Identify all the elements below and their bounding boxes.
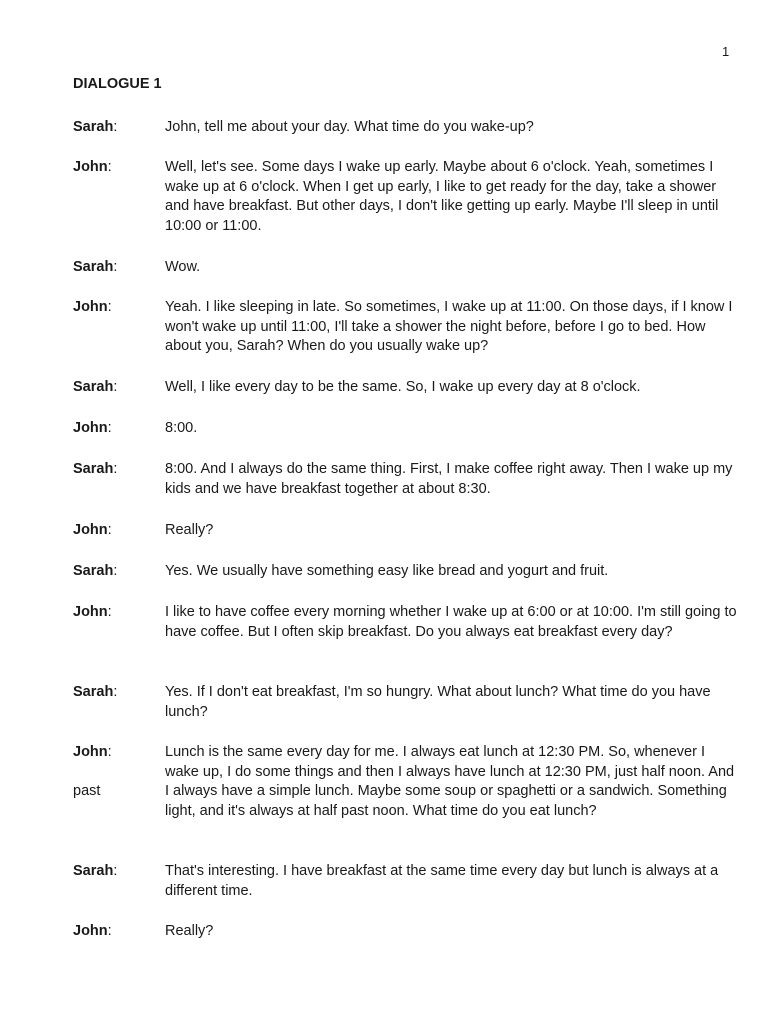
utterance: That's interesting. I have breakfast at the same time every day but lunch is always at a different time. — [165, 863, 719, 899]
speaker-label: John: — [73, 299, 112, 315]
speaker-label: John: — [73, 744, 112, 760]
dialogue-turn — [73, 258, 741, 278]
dialogue-turn — [73, 743, 741, 821]
speaker-label: Sarah: — [73, 684, 118, 700]
dialogue-turn — [73, 298, 741, 357]
speaker-label: John: — [73, 159, 112, 175]
dialogue-turn — [73, 562, 741, 582]
page-number: 1 — [722, 44, 730, 59]
utterance: Really? — [165, 522, 214, 538]
dialogue-turn — [73, 521, 741, 541]
speaker-label: John: — [73, 604, 112, 620]
speaker-label: Sarah: — [73, 863, 118, 879]
utterance: Yes. We usually have something easy like bread and yogurt and fruit. — [165, 563, 609, 579]
dialogue-turn — [73, 419, 741, 439]
utterance: Well, I like every day to be the same. So, I wake up every day at 8 o'clock. — [165, 379, 641, 395]
utterance: 8:00. — [165, 420, 198, 436]
speaker-label: Sarah: — [73, 379, 118, 395]
dialogue-turn — [73, 158, 741, 236]
dialogue-turn — [73, 683, 741, 722]
margin-note: past — [73, 783, 101, 799]
utterance: Well, let's see. Some days I wake up early. Maybe about 6 o'clock. Yeah, sometimes I wake up at 6 o'clock. When I get up early, I like to get ready for the day, take a shower and have breakfast. But other days, I don't like getting up early. Maybe I'll sleep in until 10:00 or 11:00. — [165, 159, 719, 234]
dialogue-turn — [73, 118, 741, 138]
speaker-label: John: — [73, 420, 112, 436]
utterance: I like to have coffee every morning whether I wake up at 6:00 or at 10:00. I'm still going to have coffee. But I often skip breakfast. Do you always eat breakfast every day? — [165, 604, 737, 640]
speaker-label: John: — [73, 522, 112, 538]
utterance: Wow. — [165, 259, 201, 275]
utterance: Lunch is the same every day for me. I always eat lunch at 12:30 PM. So, whenever I wake up, I do some things and then I always have lunch at 12:30 PM, just half noon. And I always have a simple lunch. Maybe some soup or spaghetti or a sandwich. Something light, and it's always at half past noon. What time do you eat lunch? — [165, 744, 735, 819]
speaker-label: Sarah: — [73, 259, 118, 275]
speaker-label: Sarah: — [73, 461, 118, 477]
dialogue-title: DIALOGUE 1 — [73, 76, 162, 92]
dialogue-turn — [73, 378, 741, 398]
dialogue-turn — [73, 862, 741, 901]
speaker-label: John: — [73, 923, 112, 939]
utterance: 8:00. And I always do the same thing. First, I make coffee right away. Then I wake up my kids and we have breakfast together at about 8:30. — [165, 461, 733, 497]
utterance: Really? — [165, 923, 214, 939]
dialogue-turn — [73, 460, 741, 499]
dialogue-turn — [73, 922, 741, 942]
utterance: Yeah. I like sleeping in late. So sometimes, I wake up at 11:00. On those days, if I know I won't wake up until 11:00, I'll take a shower the night before, before I go to bed. How about you, Sarah? When do you usually wake up? — [165, 299, 733, 354]
utterance: Yes. If I don't eat breakfast, I'm so hungry. What about lunch? What time do you have lunch? — [165, 684, 711, 720]
utterance: John, tell me about your day. What time do you wake-up? — [165, 119, 534, 135]
dialogue-turn — [73, 603, 741, 642]
speaker-label: Sarah: — [73, 563, 118, 579]
speaker-label: Sarah: — [73, 119, 118, 135]
